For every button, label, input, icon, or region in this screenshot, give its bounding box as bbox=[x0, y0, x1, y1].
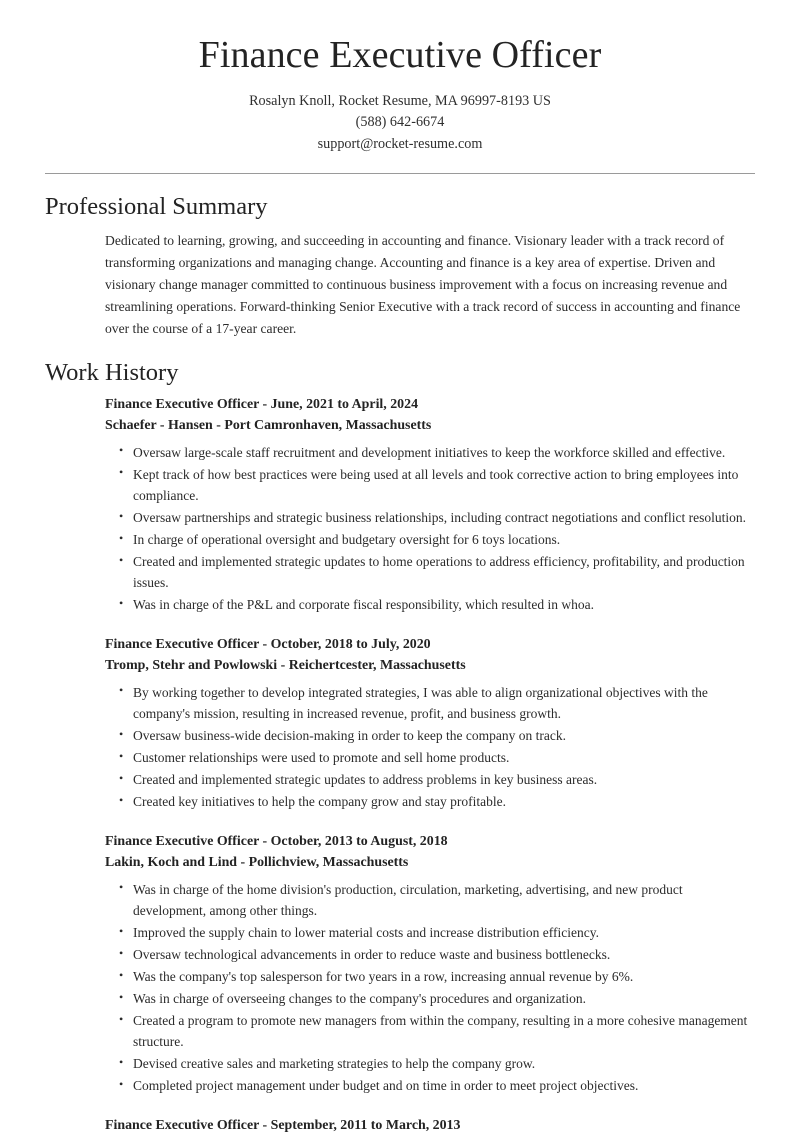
header-divider bbox=[45, 173, 755, 174]
job-bullet: • Created key initiatives to help the company grow and stay profitable. bbox=[113, 791, 751, 812]
job-bullet: • Customer relationships were used to promote and sell home products. bbox=[113, 747, 751, 768]
job-bullet: • In charge of operational oversight and budgetary oversight for 6 toys locations. bbox=[113, 529, 751, 550]
contact-email: support@rocket-resume.com bbox=[317, 135, 483, 152]
job-bullet: • Completed project management under budget and on time in order to meet project objectives. bbox=[113, 1075, 751, 1096]
resume-header bbox=[0, 0, 800, 155]
job-bullet: • Oversaw technological advancements in order to reduce waste and business bottlenecks. bbox=[113, 944, 751, 965]
job-bullet: • Oversaw large-scale staff recruitment and development initiatives to keep the workforce skilled and effective. bbox=[113, 442, 751, 463]
job-bullet: • Kept track of how best practices were being used at all levels and took corrective action to bring employees into compliance. bbox=[113, 464, 751, 506]
job-entry bbox=[105, 635, 751, 812]
job-entry bbox=[105, 395, 751, 615]
job-title: Finance Executive Officer - June, 2021 to April, 2024 bbox=[105, 397, 419, 413]
job-bullet: • Was in charge of overseeing changes to the company's procedures and organization. bbox=[113, 988, 751, 1009]
job-bullet: • Was in charge of the P&L and corporate fiscal responsibility, which resulted in whoa. bbox=[113, 594, 751, 615]
contact-phone: (588) 642-6674 bbox=[355, 114, 445, 131]
job-list bbox=[105, 395, 751, 1137]
job-bullet: • Oversaw partnerships and strategic business relationships, including contract negotiations and conflict resolution. bbox=[113, 507, 751, 528]
job-company: Schaefer - Hansen - Port Camronhaven, Massachusetts bbox=[105, 418, 432, 433]
job-title: Finance Executive Officer - October, 2018 to July, 2020 bbox=[105, 637, 431, 653]
job-company: Tromp, Stehr and Powlowski - Reichertcester, Massachusetts bbox=[105, 658, 466, 674]
job-bullets-wrap bbox=[105, 682, 751, 812]
job-entry bbox=[105, 1116, 751, 1137]
section-professional-summary bbox=[0, 192, 800, 339]
page-title: Finance Executive Officer bbox=[198, 34, 602, 76]
summary-paragraph: Dedicated to learning, growing, and succeeding in accounting and finance. Visionary leader with a track record of transforming organizations and managing change. Accounting and finance is a key area of expertise. Driven and visionary change manager committed to continuous business improvement with a focus on increasing revenue and streamlining operations. Forward-thinking Senior Executive with a track record of success in accounting and finance over the course of a 17-year career. bbox=[105, 232, 741, 336]
job-bullet: • Oversaw business-wide decision-making in order to keep the company on track. bbox=[113, 725, 751, 746]
section-heading-summary: Professional Summary bbox=[45, 193, 268, 221]
job-bullet: • Created and implemented strategic updates to address problems in key business areas. bbox=[113, 769, 751, 790]
job-bullet: • Improved the supply chain to lower material costs and increase distribution efficiency. bbox=[113, 922, 751, 943]
job-bullet: • By working together to develop integrated strategies, I was able to align organizational objectives with the company's mission, resulting in increased revenue, profit, and business growth. bbox=[113, 682, 751, 724]
job-bullet: • Devised creative sales and marketing strategies to help the company grow. bbox=[113, 1053, 751, 1074]
job-title: Finance Executive Officer - October, 2013 to August, 2018 bbox=[105, 834, 448, 850]
job-bullet: • Created a program to promote new managers from within the company, resulting in a more cohesive management structure. bbox=[113, 1010, 751, 1052]
job-bullet: • Was in charge of the home division's production, circulation, marketing, advertising, and new product development, among other things. bbox=[113, 879, 751, 921]
section-work-history bbox=[0, 358, 800, 1137]
job-bullets-wrap bbox=[105, 879, 751, 1096]
job-title: Finance Executive Officer - September, 2011 to March, 2013 bbox=[105, 1118, 461, 1134]
section-heading-work-history: Work History bbox=[45, 358, 179, 386]
job-company: Lakin, Koch and Lind - Pollichview, Massachusetts bbox=[105, 855, 409, 871]
job-bullet: • Created and implemented strategic updates to home operations to address efficiency, profitability, and production issues. bbox=[113, 551, 751, 593]
contact-address: Rosalyn Knoll, Rocket Resume, MA 96997-8193 US bbox=[249, 92, 551, 109]
job-bullet-list bbox=[113, 442, 751, 615]
summary-body bbox=[0, 230, 800, 340]
job-bullet-list bbox=[113, 682, 751, 812]
job-bullets-wrap bbox=[105, 442, 751, 615]
job-bullet-list bbox=[113, 879, 751, 1096]
work-history-body bbox=[0, 395, 800, 1137]
job-entry bbox=[105, 832, 751, 1096]
job-bullet: • Was the company's top salesperson for two years in a row, increasing annual revenue by 6%. bbox=[113, 966, 751, 987]
